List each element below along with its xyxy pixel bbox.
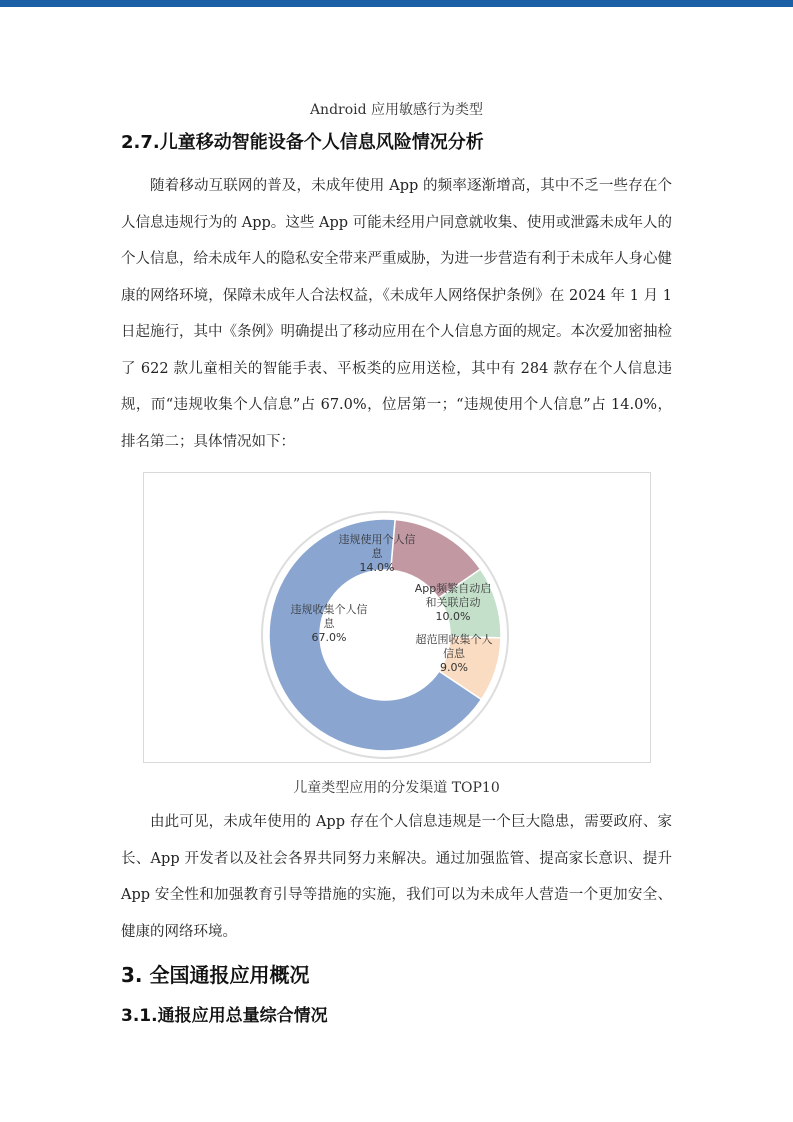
conclusion-paragraph: 由此可见，未成年使用的 App 存在个人信息违规是一个巨大隐患，需要政府、家长、App 开发者以及社会各界共同努力来解决。通过加强监管、提高家长意识、提升 App 安全性和加强教育引导等措施的实施，我们可以为未成年人营造一个更加安全、健康的网络环境。 [121, 814, 672, 940]
figure-caption-top: Android 应用敏感行为类型 [309, 102, 484, 118]
section-heading-2-7: 2.7.儿童移动智能设备个人信息风险情况分析 [121, 132, 484, 153]
donut-chart [144, 473, 650, 762]
section-heading-3: 3. 全国通报应用概况 [121, 963, 310, 987]
slice-label-1: 违规使用个人信息 14.0% [338, 533, 416, 574]
figure-caption-chart: 儿童类型应用的分发渠道 TOP10 [293, 780, 500, 796]
donut-chart-figure [143, 472, 651, 763]
header-accent-bar [0, 0, 793, 7]
slice-label-3: 超范围收集个人信息 9.0% [415, 633, 493, 674]
slice-label-0: 违规收集个人信息 67.0% [290, 603, 368, 644]
intro-paragraph: 随着移动互联网的普及，未成年使用 App 的频率逐渐增高，其中不乏一些存在个人信息违规行为的 App。这些 App 可能未经用户同意就收集、使用或泄露未成年人的个人信息，给未成年人的隐私安全带来严重威胁，为进一步营造有利于未成年人身心健康的网络环境，保障未成年人合法权益，《未成年人网络保护条例》在 2024 年 1 月 1 日起施行，其中《条例》明确提出了移动应用在个人信息方面的规定。本次爱加密抽检了 622 款儿童相关的智能手表、平板类的应用送检，其中有 284 款存在个人信息违规，而“违规收集个人信息”占 67.0%，位居第一；“违规使用个人信息”占 14.0%，排名第二；具体情况如下： [121, 178, 672, 450]
slice-label-2: App频繁自动启和关联启动 10.0% [414, 582, 492, 623]
section-heading-3-1: 3.1.通报应用总量综合情况 [121, 1006, 328, 1026]
